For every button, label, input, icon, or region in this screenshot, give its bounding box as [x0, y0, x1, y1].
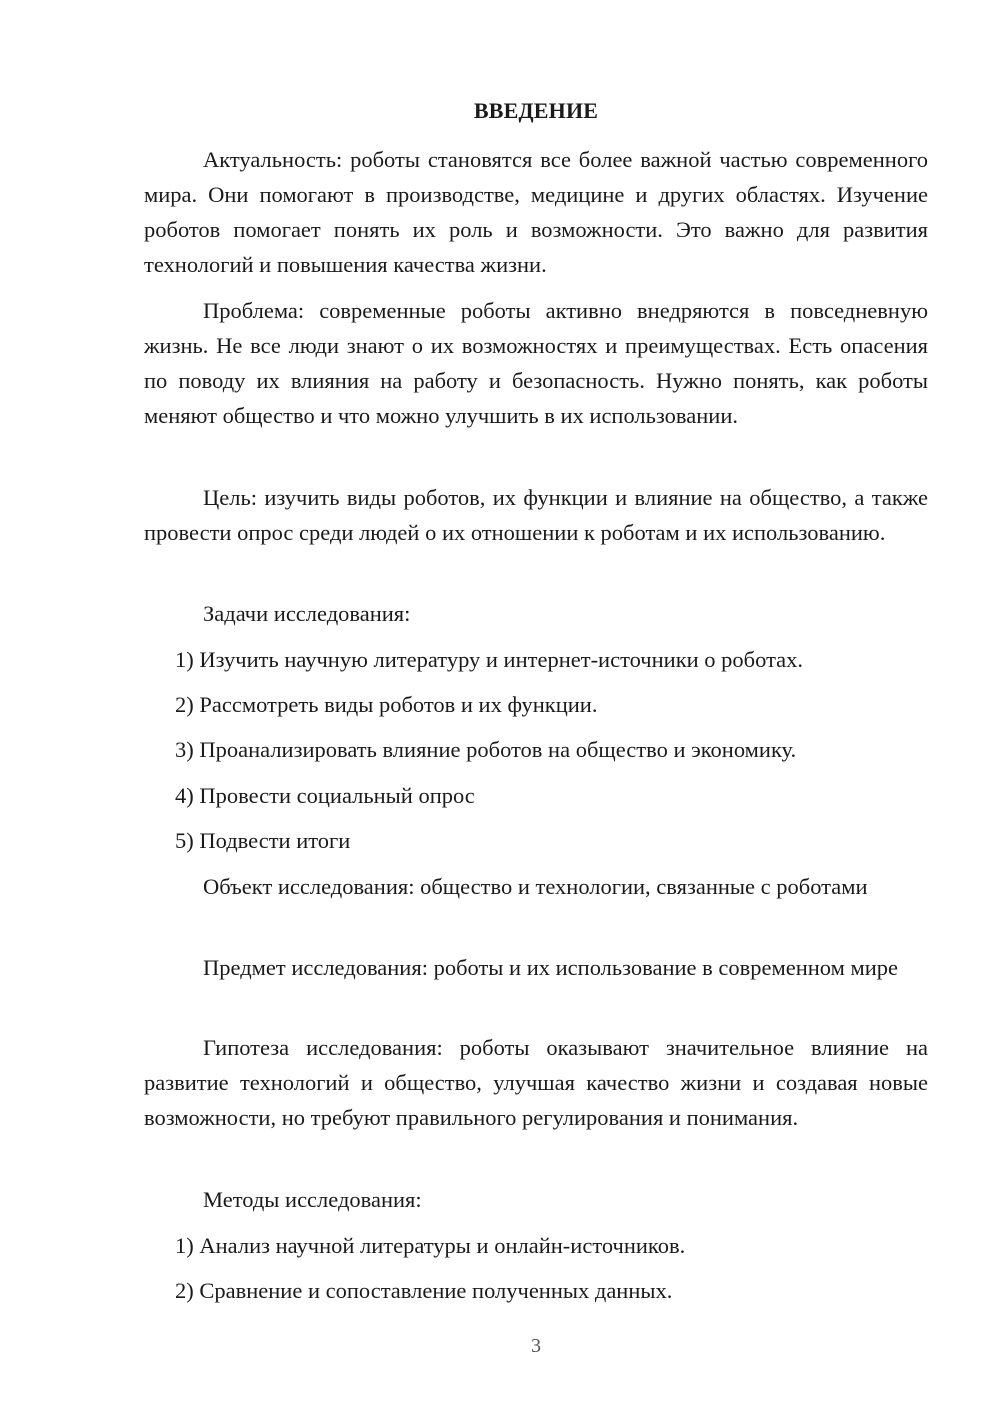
document-page: [144, 0, 928, 1414]
object-paragraph: Объект исследования: общество и технологии, связанные с роботами: [203, 874, 868, 899]
method-item: 1) Анализ научной литературы и онлайн-источников.: [175, 1233, 686, 1258]
hypothesis-paragraph: Гипотеза исследования: роботы оказывают значительное влияние на развитие технологий и общество, улучшая качество жизни и создавая новые возможности, но требуют правильного регулирования и понимания.: [144, 1035, 928, 1130]
task-item: 2) Рассмотреть виды роботов и их функции.: [175, 692, 598, 717]
method-item: 2) Сравнение и сопоставление полученных данных.: [175, 1278, 673, 1303]
methods-heading: Методы исследования:: [203, 1187, 422, 1212]
task-item: 3) Проанализировать влияние роботов на общество и экономику.: [175, 737, 797, 762]
relevance-paragraph: Актуальность: роботы становятся все более важной частью современного мира. Они помогают в производстве, медицине и других областях. Изучение роботов помогает понять их роль и возможности. Это важно для развития технологий и повышения качества жизни.: [144, 147, 928, 277]
goal-paragraph: Цель: изучить виды роботов, их функции и влияние на общество, а также провести опрос среди людей о их отношении к роботам и их использованию.: [144, 485, 928, 545]
section-title: ВВЕДЕНИЕ: [473, 98, 599, 123]
subject-paragraph: Предмет исследования: роботы и их использование в современном мире: [203, 955, 899, 980]
task-item: 4) Провести социальный опрос: [175, 783, 475, 808]
page-number: 3: [531, 1335, 541, 1357]
task-item: 1) Изучить научную литературу и интернет-источники о роботах.: [175, 647, 804, 672]
task-item: 5) Подвести итоги: [175, 828, 351, 853]
tasks-heading: Задачи исследования:: [203, 601, 411, 626]
problem-paragraph: Проблема: современные роботы активно внедряются в повседневную жизнь. Не все люди знают о их возможностях и преимуществах. Есть опасения по поводу их влияния на работу и безопасность. Нужно понять, как роботы меняют общество и что можно улучшить в их использовании.: [144, 298, 928, 428]
